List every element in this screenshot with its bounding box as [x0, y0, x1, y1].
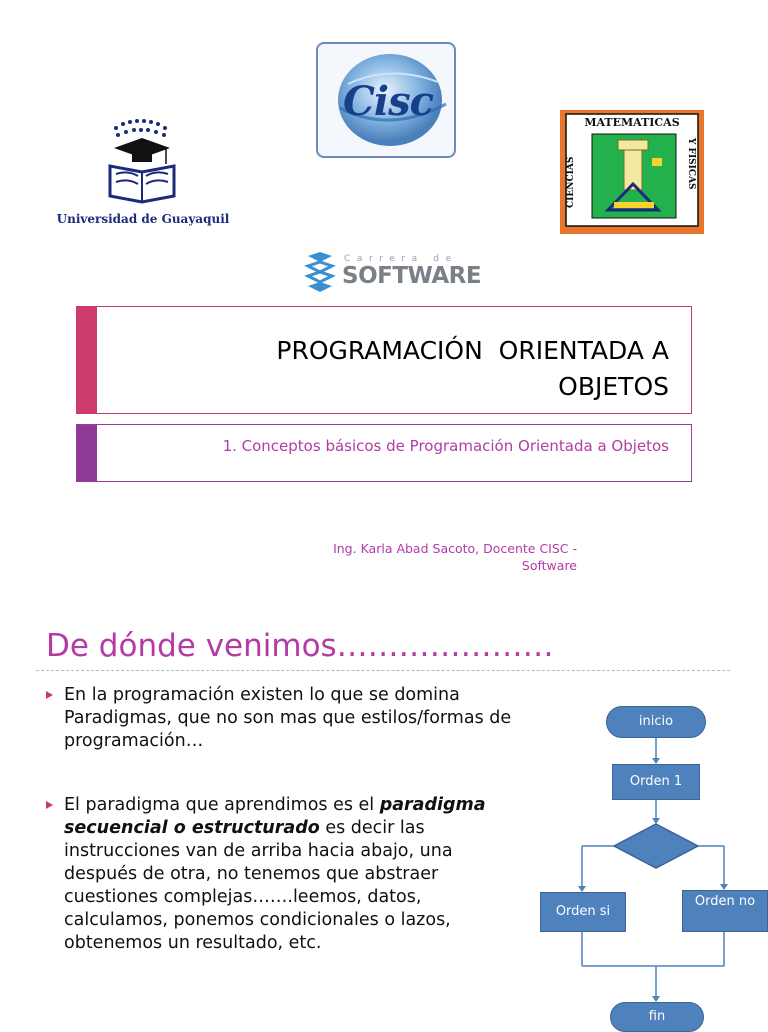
- matematicas-logo: [560, 110, 704, 234]
- slide-title: [276, 333, 669, 405]
- carrera-software-logo: [304, 250, 484, 294]
- bullet2-emphasis: paradigma secuencial o estructurado: [64, 795, 486, 838]
- subtitle-box: [76, 424, 692, 482]
- title-accent-bar: [77, 307, 97, 413]
- bullet-item-2: [46, 794, 524, 994]
- slide-subtitle: 1. Conceptos básicos de Programación Orientada a Objetos: [222, 437, 669, 455]
- matematicas-label: MATEMATICAS: [584, 116, 680, 129]
- carrera-label: Carrera de: [344, 254, 458, 264]
- bullet-arrow-icon: [46, 801, 53, 809]
- flow-node-orden1: Orden 1: [612, 764, 700, 800]
- bullet-arrow-icon: [46, 691, 53, 699]
- software-chevrons-icon: [304, 250, 338, 294]
- ciencias-label: CIENCIAS: [566, 156, 576, 208]
- author-credit: [240, 540, 577, 574]
- flow-node-orden-si: Orden si: [540, 892, 626, 932]
- cisc-wordmark: Cisc: [343, 78, 433, 125]
- bullet-item-1: [46, 684, 524, 756]
- author-line2: Software: [521, 558, 577, 573]
- bullet2-intro: El paradigma que aprendimos es el: [64, 795, 380, 815]
- flow-node-orden-no: Orden no: [682, 890, 768, 932]
- flowchart: [530, 700, 768, 1024]
- decision-diamond: [614, 824, 698, 868]
- bullet2-rest: es decir las instrucciones van de arriba hacia abajo, una después de otra, no tenemos que abstraer cuestiones complejas…….leemos, datos, calculamos, ponemos condicionales o lazos, obtenemos un resultado, etc.: [64, 818, 453, 953]
- heading-divider: [36, 670, 730, 671]
- flow-node-fin: fin: [610, 1002, 704, 1032]
- universidad-guayaquil-logo: [48, 112, 238, 232]
- slide-title-line1: PROGRAMACIÓN ORIENTADA A: [276, 336, 669, 365]
- flowchart-connectors: [530, 700, 768, 1024]
- slide-title-line2: OBJETOS: [558, 372, 669, 401]
- section-heading: De dónde venimos…………………: [46, 628, 554, 664]
- flow-node-inicio: inicio: [606, 706, 706, 738]
- university-name: Universidad de Guayaquil: [56, 212, 230, 226]
- university-emblem-icon: [48, 112, 238, 212]
- author-line1: Ing. Karla Abad Sacoto, Docente CISC -: [333, 541, 577, 556]
- bullet-text-2: [64, 794, 524, 955]
- title-box: [76, 306, 692, 414]
- bullet-text-1: En la programación existen lo que se domina Paradigmas, que no son mas que estilos/formas de programación…: [64, 685, 512, 751]
- subtitle-accent-bar: [77, 425, 97, 481]
- cisc-logo: [316, 42, 456, 158]
- fisicas-label: Y FISICAS: [686, 138, 696, 190]
- software-label: SOFTWARE: [342, 263, 482, 289]
